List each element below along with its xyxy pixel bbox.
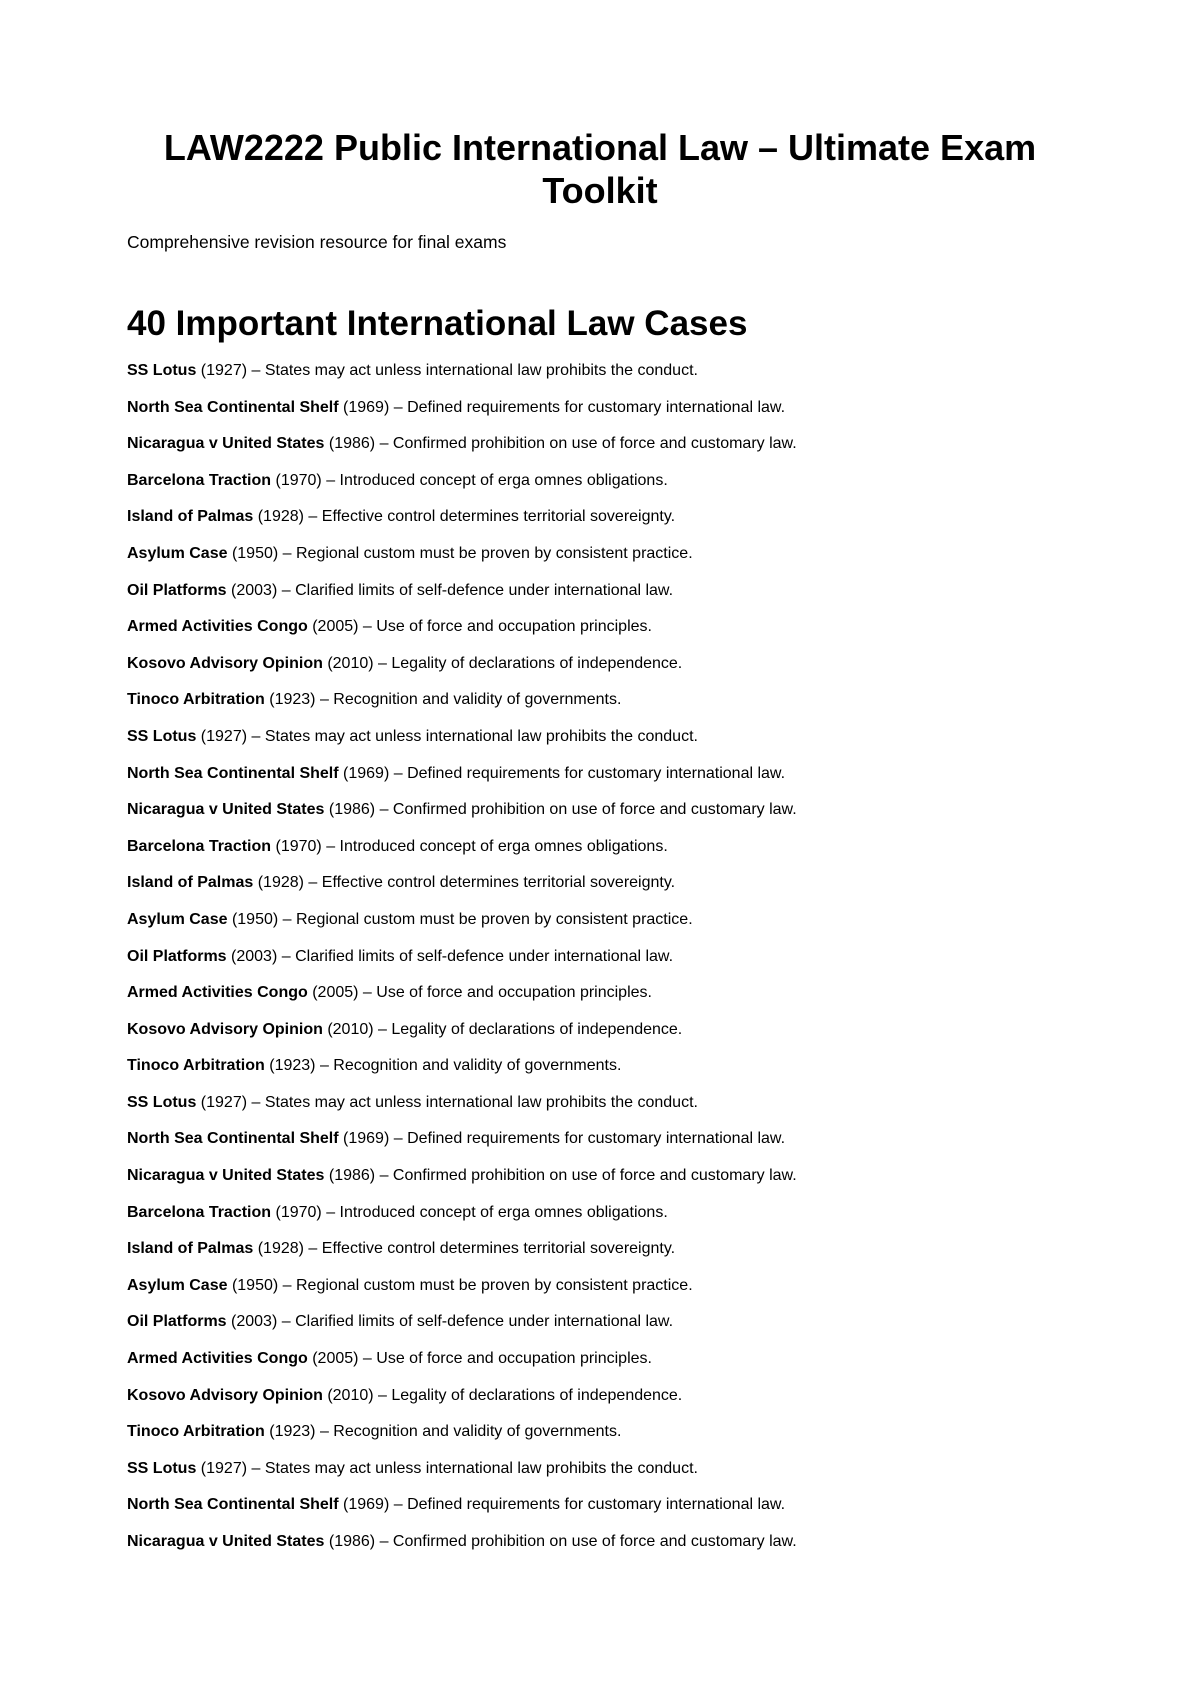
case-year: (1969)	[343, 1130, 390, 1148]
case-item	[127, 910, 1073, 947]
case-name: Kosovo Advisory Opinion	[127, 1020, 323, 1038]
case-item	[127, 581, 1073, 618]
case-year: (2010)	[327, 654, 374, 672]
case-year: (1970)	[275, 837, 322, 855]
case-item	[127, 471, 1073, 508]
case-summary: – Use of force and occupation principles.	[362, 984, 652, 1002]
case-summary: – Legality of declarations of independence.	[378, 654, 683, 672]
case-item	[127, 690, 1073, 727]
case-summary: – States may act unless international law prohibits the conduct.	[251, 727, 698, 745]
case-item	[127, 1495, 1073, 1532]
case-year: (1969)	[343, 1496, 390, 1514]
case-summary: – Introduced concept of erga omnes obligations.	[326, 837, 668, 855]
case-item	[127, 1093, 1073, 1130]
case-name: Nicaragua v United States	[127, 1167, 325, 1185]
case-year: (2010)	[327, 1386, 374, 1404]
case-item	[127, 1203, 1073, 1240]
case-name: Oil Platforms	[127, 581, 227, 599]
case-summary: – Confirmed prohibition on use of force and customary law.	[379, 1167, 797, 1185]
section-heading: 40 Important International Law Cases	[127, 304, 748, 343]
case-name: Island of Palmas	[127, 508, 254, 526]
case-year: (1927)	[200, 1459, 248, 1477]
case-item	[127, 764, 1073, 801]
case-year: (1970)	[275, 471, 322, 489]
case-summary: – Clarified limits of self-defence under international law.	[281, 581, 674, 599]
case-summary: – Clarified limits of self-defence under international law.	[281, 947, 674, 965]
case-summary: – Effective control determines territorial sovereignty.	[308, 508, 676, 526]
case-year: (1986)	[328, 801, 376, 819]
case-item	[127, 1276, 1073, 1313]
case-year: (1927)	[200, 727, 248, 745]
case-year: (1928)	[257, 874, 304, 892]
case-summary: – States may act unless international law prohibits the conduct.	[251, 1093, 698, 1111]
case-year: (1923)	[269, 1423, 316, 1441]
case-year: (1927)	[200, 1093, 248, 1111]
case-summary: – Confirmed prohibition on use of force and customary law.	[379, 801, 797, 819]
case-name: Tinoco Arbitration	[127, 1057, 265, 1075]
case-item	[127, 1386, 1073, 1423]
case-year: (2005)	[312, 618, 359, 636]
case-name: SS Lotus	[127, 1093, 197, 1111]
case-year: (2005)	[312, 1350, 359, 1368]
case-item	[127, 544, 1073, 581]
case-year: (1986)	[328, 1167, 376, 1185]
case-item	[127, 1349, 1073, 1386]
case-name: North Sea Continental Shelf	[127, 1130, 339, 1148]
case-name: Tinoco Arbitration	[127, 691, 265, 709]
document-title: LAW2222 Public International Law – Ultimate Exam Toolkit	[163, 127, 1037, 211]
case-list	[127, 361, 1073, 1569]
document-subtitle: Comprehensive revision resource for final exams	[127, 232, 507, 252]
case-year: (1986)	[328, 435, 376, 453]
case-year: (1969)	[343, 398, 390, 416]
case-summary: – Defined requirements for customary international law.	[393, 1496, 786, 1514]
case-year: (1970)	[275, 1203, 322, 1221]
case-summary: – Introduced concept of erga omnes obligations.	[326, 1203, 668, 1221]
case-year: (2003)	[231, 581, 278, 599]
case-name: North Sea Continental Shelf	[127, 764, 339, 782]
case-summary: – Defined requirements for customary international law.	[393, 764, 786, 782]
case-summary: – States may act unless international law prohibits the conduct.	[251, 362, 698, 379]
case-name: Nicaragua v United States	[127, 801, 325, 819]
case-item	[127, 617, 1073, 654]
case-summary: – Defined requirements for customary international law.	[393, 1130, 786, 1148]
case-year: (2003)	[231, 947, 278, 965]
case-item	[127, 983, 1073, 1020]
case-year: (2010)	[327, 1020, 374, 1038]
case-name: Asylum Case	[127, 910, 228, 928]
case-year: (1950)	[231, 910, 279, 928]
case-name: Armed Activities Congo	[127, 984, 308, 1002]
case-name: Oil Platforms	[127, 947, 227, 965]
case-year: (1928)	[257, 1240, 304, 1258]
case-year: (2005)	[312, 984, 359, 1002]
case-summary: – Regional custom must be proven by consistent practice.	[282, 544, 693, 562]
case-item	[127, 507, 1073, 544]
case-summary: – Effective control determines territorial sovereignty.	[308, 874, 676, 892]
case-name: Kosovo Advisory Opinion	[127, 654, 323, 672]
case-year: (1923)	[269, 1057, 316, 1075]
case-summary: – Confirmed prohibition on use of force and customary law.	[379, 435, 797, 453]
case-item	[127, 1166, 1073, 1203]
case-name: Barcelona Traction	[127, 471, 272, 489]
case-item	[127, 1532, 1073, 1569]
case-year: (2003)	[231, 1313, 278, 1331]
case-name: Tinoco Arbitration	[127, 1423, 265, 1441]
case-year: (1928)	[257, 508, 304, 526]
case-name: Asylum Case	[127, 544, 228, 562]
case-summary: – Use of force and occupation principles.	[362, 1350, 652, 1368]
case-item	[127, 434, 1073, 471]
case-summary: – Use of force and occupation principles.	[362, 618, 652, 636]
case-item	[127, 1056, 1073, 1093]
case-item	[127, 873, 1073, 910]
case-summary: – Recognition and validity of governments.	[319, 1423, 622, 1441]
case-year: (1950)	[231, 1276, 279, 1294]
case-summary: – Legality of declarations of independence.	[378, 1020, 683, 1038]
case-name: North Sea Continental Shelf	[127, 398, 339, 416]
case-name: North Sea Continental Shelf	[127, 1496, 339, 1514]
case-name: Nicaragua v United States	[127, 435, 325, 453]
case-name: Barcelona Traction	[127, 1203, 272, 1221]
case-summary: – Effective control determines territorial sovereignty.	[308, 1240, 676, 1258]
case-name: Barcelona Traction	[127, 837, 272, 855]
case-summary: – Recognition and validity of governments.	[319, 1057, 622, 1075]
case-year: (1923)	[269, 691, 316, 709]
case-summary: – States may act unless international law prohibits the conduct.	[251, 1459, 698, 1477]
case-name: Armed Activities Congo	[127, 1350, 308, 1368]
case-item	[127, 398, 1073, 435]
case-name: Nicaragua v United States	[127, 1533, 325, 1550]
case-item	[127, 1459, 1073, 1496]
case-item	[127, 800, 1073, 837]
case-summary: – Regional custom must be proven by consistent practice.	[282, 910, 693, 928]
case-summary: – Defined requirements for customary international law.	[393, 398, 786, 416]
case-name: Island of Palmas	[127, 1240, 254, 1258]
case-item	[127, 654, 1073, 691]
case-summary: – Recognition and validity of governments.	[319, 691, 622, 709]
case-name: Island of Palmas	[127, 874, 254, 892]
case-summary: – Introduced concept of erga omnes obligations.	[326, 471, 668, 489]
case-item	[127, 1129, 1073, 1166]
case-name: Oil Platforms	[127, 1313, 227, 1331]
case-summary: – Regional custom must be proven by consistent practice.	[282, 1276, 693, 1294]
case-year: (1969)	[343, 764, 390, 782]
case-summary: – Confirmed prohibition on use of force and customary law.	[379, 1533, 797, 1550]
case-name: SS Lotus	[127, 727, 197, 745]
case-summary: – Legality of declarations of independence.	[378, 1386, 683, 1404]
case-summary: – Clarified limits of self-defence under international law.	[281, 1313, 674, 1331]
case-year: (1986)	[328, 1533, 376, 1550]
case-name: Armed Activities Congo	[127, 618, 308, 636]
case-item	[127, 1422, 1073, 1459]
case-item	[127, 947, 1073, 984]
case-name: SS Lotus	[127, 1459, 197, 1477]
case-item	[127, 361, 1073, 398]
case-name: Asylum Case	[127, 1276, 228, 1294]
case-item	[127, 1239, 1073, 1276]
case-item	[127, 727, 1073, 764]
case-name: SS Lotus	[127, 362, 197, 379]
case-year: (1950)	[231, 544, 279, 562]
case-item	[127, 1020, 1073, 1057]
case-item	[127, 1312, 1073, 1349]
case-name: Kosovo Advisory Opinion	[127, 1386, 323, 1404]
case-item	[127, 837, 1073, 874]
case-year: (1927)	[200, 362, 248, 379]
